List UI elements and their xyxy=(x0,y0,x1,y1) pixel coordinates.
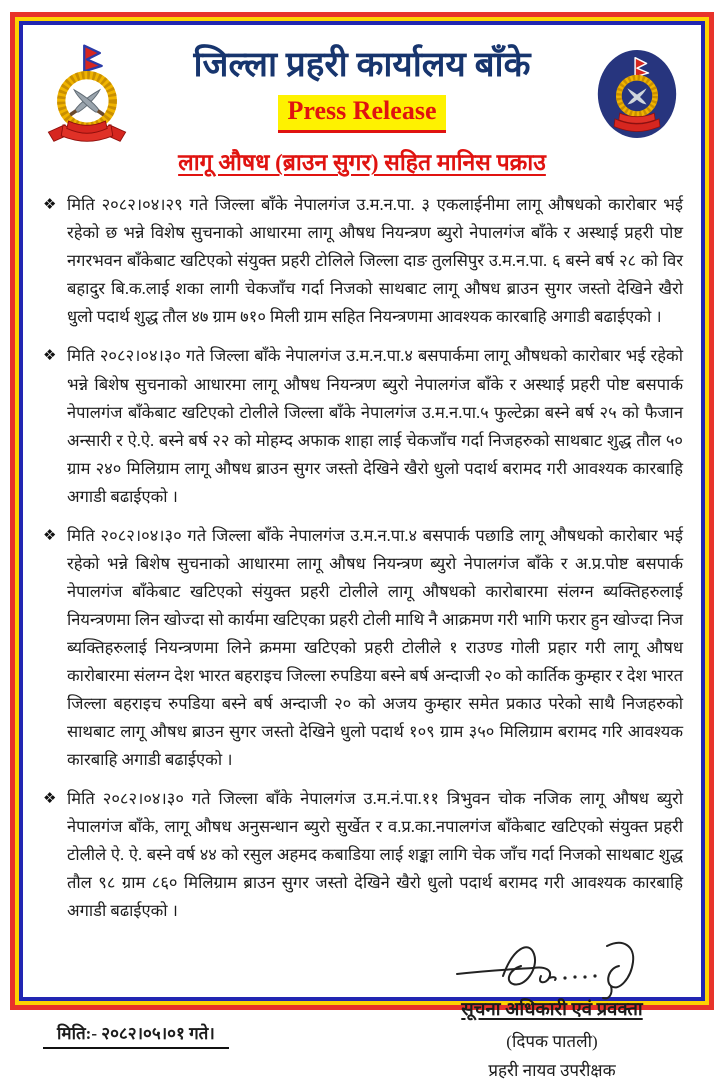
signatory-title: सूचना अधिकारी एवं प्रवक्ता xyxy=(461,1000,643,1021)
page-border-blue xyxy=(19,21,705,1081)
subject-line: लागू औषध (ब्राउन सुगर) सहित मानिस पक्राउ xyxy=(178,150,546,176)
page-border-red xyxy=(10,12,714,1081)
incident-paragraph-2 xyxy=(43,342,683,510)
bullet-icon: ❖ xyxy=(43,525,57,544)
letterhead xyxy=(37,35,687,177)
incident-paragraph-1-text: मिति २०८२।०४।२९ गते जिल्ला बाँके नेपालगंज उ.म.न.पा. ३ एकलाईनीमा लागू औषधको कारोबार भई रहेको छ भन्ने विशेष सुचनाको आधारमा लागू औषध नियन्त्रण ब्युरो नेपालगंज बाँके र अस्थाई प्रहरी पोष्ट नगरभवन बाँकेबाट खटिएको संयुक्त प्रहरी टोलिले जिल्ला दाङ तुलसिपुर उ.म.न.पा. ६ बस्ने बर्ष २८ को विर बहादुर बि.क.लाई शका लागी चेकजाँच गर्दा निजको साथबाट लागू औषध ब्राउन सुगर जस्तो देखिने खैरो धुलो पदार्थ शुद्ध तौल ४७ ग्राम ७१० मिली ग्राम सहित नियन्त्रणमा आवश्यक कारबाहि अगाडी बढाईएको । xyxy=(67,195,683,327)
press-release-label: Press Release xyxy=(278,95,447,133)
bullet-icon: ❖ xyxy=(43,195,57,214)
page-border-yellow xyxy=(15,17,709,1081)
release-date: मिति:- २०८२।०५।०१ गते। xyxy=(43,1021,229,1049)
office-title: जिल्ला प्रहरी कार्यालय बाँके xyxy=(193,45,531,84)
signature-block xyxy=(437,936,681,1083)
incident-paragraph-1 xyxy=(43,191,683,331)
press-release-wrap xyxy=(137,95,587,133)
incident-paragraph-2-text: मिति २०८२।०४।३० गते जिल्ला बाँके नेपालगंज उ.म.न.पा.४ बसपार्कमा लागू औषधको कारोबार भई रहेको भन्ने बिशेष सुचनाको आधारमा लागू औषध नियन्त्रण ब्युरो नेपालगंज बाँके र अस्थाई प्रहरी पोष्ट बसपार्क नेपालगंज बाँकेबाट खटिएको टोलीले जिल्ला बाँके नेपालगंज उ.म.न.पा.५ फुल्टेक्रा बस्ने बर्ष २५ को फैजान अन्सारी र ऐ.ऐ. बस्ने बर्ष २२ को मोहम्द अफाक शाहा लाई चेकजाँच गर्दा निजहरुको साथबाट शुद्ध तौल ५० ग्राम २४० मिलिग्राम लागू औषध ब्राउन सुगर जस्तो देखिने खैरो धुलो पदार्थ बरामद गरी आवश्यक कारबाहि अगाडी बढाईएको । xyxy=(67,346,683,506)
bullet-icon: ❖ xyxy=(43,789,57,808)
bullet-icon: ❖ xyxy=(43,346,57,365)
nepal-police-roundel-icon xyxy=(587,35,687,143)
incident-paragraph-3-text: मिति २०८२।०४।३० गते जिल्ला बाँके नेपालगंज उ.म.न.पा.४ बसपार्क पछाडि लागू औषधको कारोबार भई रहेको भन्ने बिशेष सुचनाको आधारमा लागू औषध नियन्त्रण ब्युरो नेपालगंज बाँके र अ.प्र.पोष्ट बसपार्क नेपालगंज बाँकेबाट खटिएको संयुक्त प्रहरी टोलीले लागू औषधको कारोबारमा संलग्न ब्यक्तिहरुलाई नियन्त्रणमा लिन खोज्दा सो कार्यमा खटिएका प्रहरी टोली माथि नै आक्रमण गरी भागि फरार हुन खोज्दा निज ब्यक्तिहरुलाई नियन्त्रणमा लिने क्रममा खटिएको प्रहरी टोलीले १ राउण्ड गोली प्रहार गरी लागू औषध कारोबारमा संलग्न देश भारत बहराइच जिल्ला रुपडिया बस्ने बर्ष अन्दाजी २० को कार्तिक कुम्हार र देश भारत जिल्ला बहराइच रुपडिया बस्ने बर्ष अन्दाजी २० को अजय कुम्हार समेत प्रकाउ परेको साथै निजहरुको साथबाट लागू औषध ब्राउन सुगर जस्तो देखिने धुलो पदार्थ १०९ ग्राम ३५० मिलिग्राम बरामद गरि आवश्यक कारबाहि अगाडी बढाईएको । xyxy=(67,525,684,770)
footer xyxy=(43,936,681,1083)
incident-paragraph-4 xyxy=(43,785,683,925)
press-release-body xyxy=(43,191,683,925)
incident-paragraph-4-text: मिति २०८२।०४।३० गते जिल्ला बाँके नेपालगंज उ.म.नं.पा.११ त्रिभुवन चोक नजिक लागू औषध ब्युरो नेपालगंज बाँके, लागू औषध अनुसन्धान ब्युरो सुर्खेत र व.प्र.का.नपालगंज बाँकेबाट खटिएको संयुक्त प्रहरी टोलीले ऐ. ऐ. बस्ने वर्ष ४४ को रसुल अहमद कबाडिया लाई शङ्का लागि चेक जाँच गर्दा निजको साथबाट शुद्ध तौल ९८ ग्राम ८६० मिलिग्राम ब्राउन सुगर जस्तो देखिने खैरो धुलो पदार्थ बरामद गरी आवश्यक कारबाहि अगाडी बढाईएको । xyxy=(67,789,683,921)
signatory-name: (दिपक पातली) xyxy=(506,1032,598,1052)
signatory-post: प्रहरी नायव उपरीक्षक xyxy=(488,1061,616,1081)
incident-paragraph-3 xyxy=(43,522,683,774)
header-center xyxy=(137,35,587,177)
nepal-police-emblem-icon xyxy=(37,35,137,155)
